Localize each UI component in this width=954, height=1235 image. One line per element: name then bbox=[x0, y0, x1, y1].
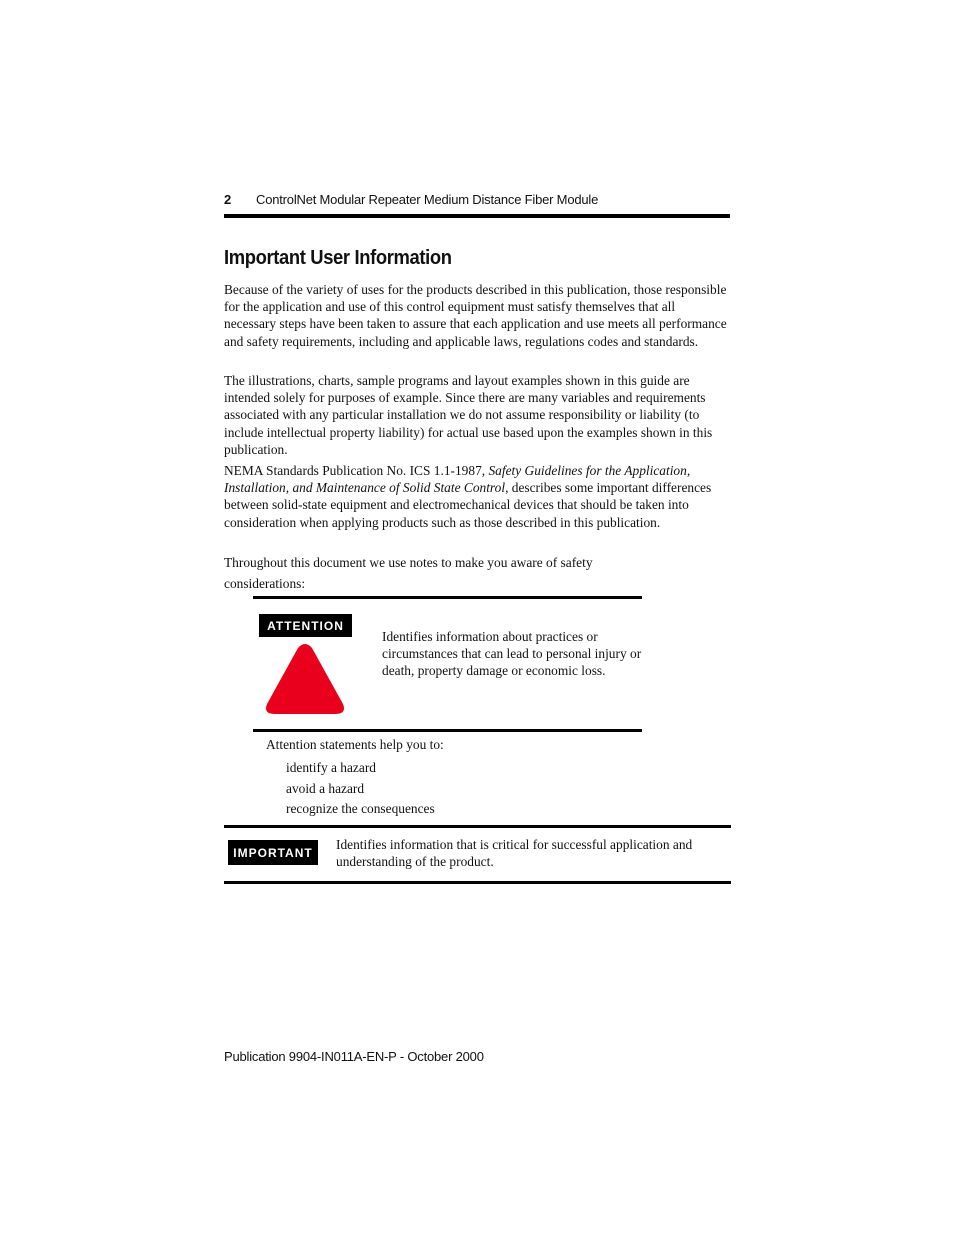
attention-description: Identifies information about practices or circumstances that can lead to personal injury or death, property damage or economic loss. bbox=[382, 629, 642, 679]
page-number: 2 bbox=[224, 192, 232, 207]
running-header-title: ControlNet Modular Repeater Medium Distance Fiber Module bbox=[256, 192, 599, 207]
paragraph-safety-notes-intro: Throughout this document we use notes to make you aware of safety considerations: bbox=[224, 555, 593, 591]
nema-text-end: , describes some important differences between solid-state equipment and electromechanical devices that should be taken into consideration when applying products such as those described in this publication. bbox=[224, 480, 712, 530]
attention-purpose-list bbox=[286, 759, 435, 821]
important-description: Identifies information that is critical for successful application and understanding of the product. bbox=[336, 837, 693, 870]
important-label: IMPORTANT bbox=[228, 840, 318, 865]
important-box-bottom-rule bbox=[224, 881, 731, 884]
warning-triangle-icon bbox=[264, 642, 346, 716]
paragraph-usage-responsibility: Because of the variety of uses for the products described in this publication, those responsible for the application and use of this control equipment must satisfy themselves that all necessary steps have been taken to assure that each application and use meets all performance and safety requirements, including and applicable laws, regulations codes and standards. bbox=[224, 282, 727, 349]
attention-box-top-rule bbox=[253, 596, 642, 599]
attention-statements-intro: Attention statements help you to: bbox=[266, 737, 444, 752]
publication-footer: Publication 9904-IN011A-EN-P - October 2000 bbox=[224, 1049, 484, 1064]
paragraph-examples-liability: The illustrations, charts, sample programs and layout examples shown in this guide are intended solely for purposes of example. Since there are many variables and requirements associated with any particular installation we do not assume responsibility or liability (to include intellectual property liability) for actual use based upon the examples shown in this publication. bbox=[224, 373, 713, 457]
section-title: Important User Information bbox=[224, 247, 452, 269]
paragraph-nema-standards bbox=[224, 462, 730, 531]
list-item: avoid a hazard bbox=[286, 780, 365, 796]
attention-box-bottom-rule bbox=[253, 729, 642, 732]
nema-text-start: NEMA Standards Publication No. ICS 1.1-1987, bbox=[224, 463, 489, 478]
list-item: recognize the consequences bbox=[286, 801, 435, 816]
important-box-top-rule bbox=[224, 825, 731, 828]
attention-label: ATTENTION bbox=[259, 614, 352, 637]
header-divider bbox=[224, 214, 730, 218]
list-item: identify a hazard bbox=[286, 760, 376, 775]
nema-publication-title: Safety Guidelines for the Application, Installation, and Maintenance of Solid State Control bbox=[224, 463, 691, 496]
